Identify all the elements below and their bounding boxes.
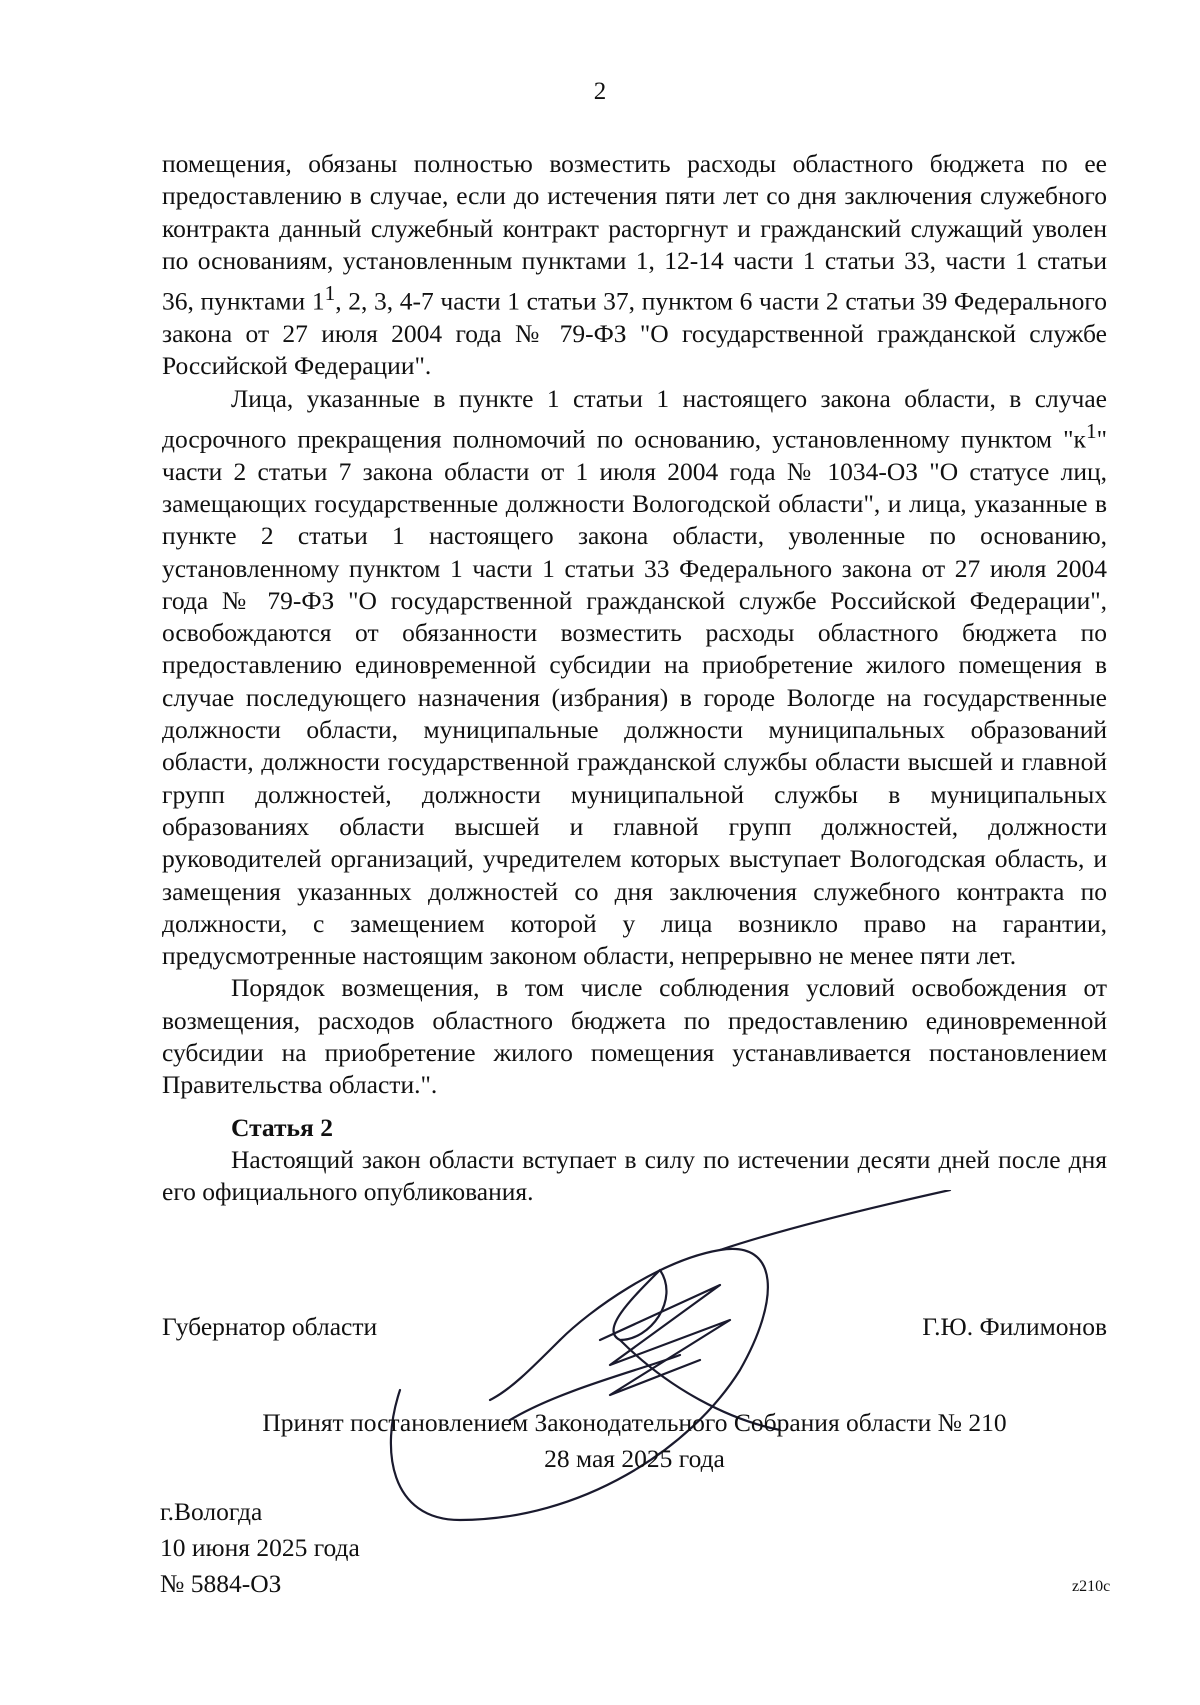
signatory-position: Губернатор области	[162, 1312, 378, 1341]
article-text: Настоящий закон области вступает в силу по истечении десяти дней после дня его официального опубликования.	[162, 1144, 1107, 1206]
adoption-note	[162, 1405, 1107, 1477]
paragraph-3: Порядок возмещения, в том числе соблюдения условий освобождения от возмещения, расходов областного бюджета по предоставлению единовременной субсидии на приобретение жилого помещения устанавливается постановлением Правительства области.".	[162, 973, 1107, 1100]
adoption-line-2: 28 мая 2025 года	[544, 1444, 725, 1473]
superscript: 1	[1085, 418, 1097, 443]
superscript: 1	[324, 281, 336, 306]
law-body	[162, 148, 1107, 1208]
handwritten-signature	[360, 1190, 960, 1530]
law-number: № 5884-ОЗ	[160, 1569, 282, 1598]
place-date-number	[160, 1494, 360, 1602]
document-code: z210c	[1072, 1578, 1111, 1595]
city: г.Вологда	[160, 1497, 263, 1526]
page-number: 2	[593, 78, 607, 105]
signatory-name: Г.Ю. Филимонов	[922, 1312, 1107, 1341]
paragraph-2: Лица, указанные в пункте 1 статьи 1 настоящего закона области, в случае досрочного прекращения полномочий по основанию, установленному пунктом "$к^1$" части 2 статьи 7 закона области от 1 июля 2004 года № 1034-ОЗ "О статусе лиц, замещающих государственные должности Вологодской области", и лица, указанные в пункте 2 статьи 1 настоящего закона области, уволенные по основанию, установленному пунктом 1 части 1 статьи 33 Федерального закона от 27 июля 2004 года № 79-ФЗ "О государственной гражданской службе Российской Федерации", освобождаются от обязанности возместить расходы областного бюджета по предоставлению единовременной субсидии на приобретение жилого помещения в случае последующего назначения (избрания) в городе Вологде на государственные должности области, муниципальные должности муниципальных образований области, должности государственной гражданской службы области высшей и главной групп должностей, должности муниципальной службы в муниципальных образованиях области высшей и главной групп должностей, должности руководителей организаций, учредителем которых выступает Вологодская область, и замещения указанных должностей со дня заключения служебного контракта по должности, с замещением которой у лица возникло право на гарантии, предусмотренные настоящим законом области, непрерывно не менее пяти лет.	[162, 383, 1107, 971]
adoption-line-1: Принят постановлением Законодательного Собрания области № 210	[262, 1408, 1007, 1437]
law-date: 10 июня 2025 года	[160, 1533, 360, 1562]
paragraph-1: помещения, обязаны полностью возместить расходы областного бюджета по ее предоставлению в случае, если до истечения пяти лет со дня заключения служебного контракта данный служебный контракт расторгнут и гражданский служащий уволен по основаниям, установленным пунктами 1, 12-14 части 1 статьи 33, части 1 статьи 36, пунктами $1^1$, 2, 3, 4-7 части 1 статьи 37, пунктом 6 части 2 статьи 39 Федерального закона от 27 июля 2004 года № 79-ФЗ "О государственной гражданской службе Российской Федерации".	[162, 149, 1108, 381]
article-heading: Статья 2	[231, 1112, 333, 1142]
